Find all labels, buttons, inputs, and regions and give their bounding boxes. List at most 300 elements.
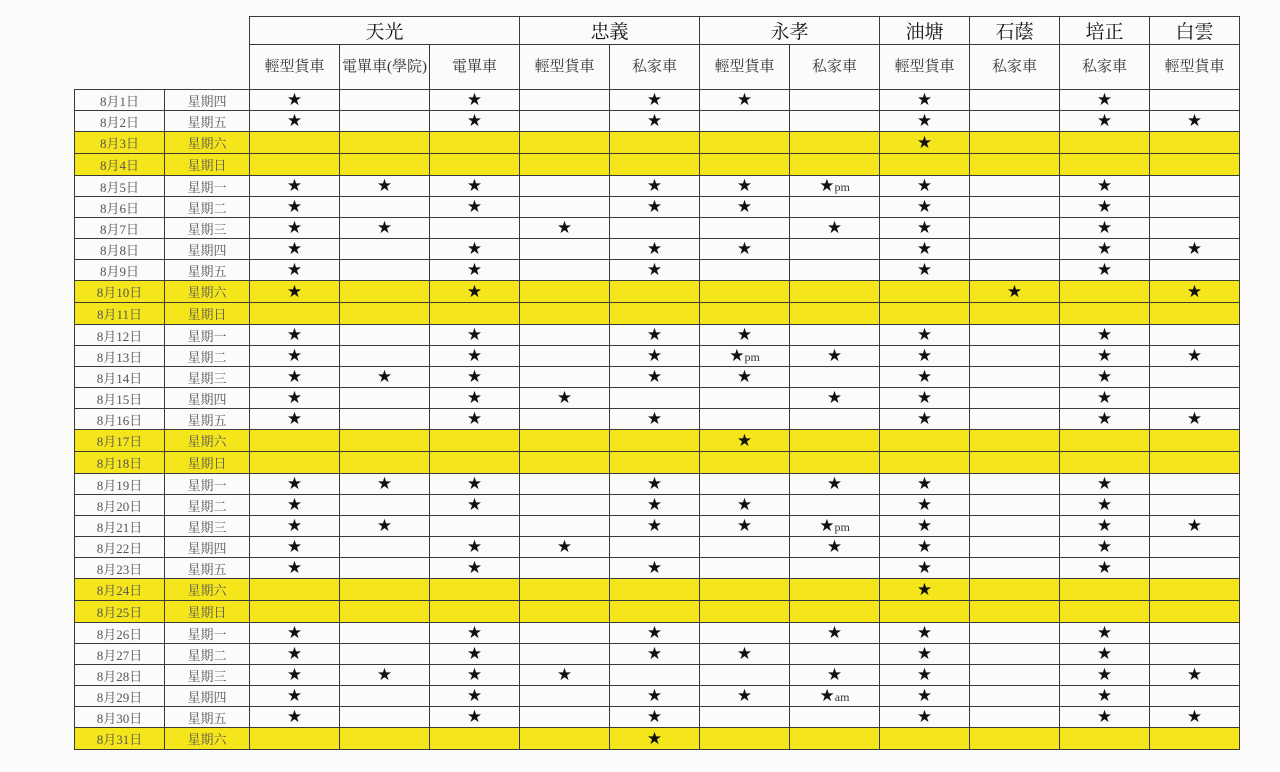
schedule-cell	[250, 601, 340, 623]
star-mark: ★	[729, 346, 745, 365]
schedule-cell	[700, 239, 790, 260]
star-mark: ★	[286, 197, 303, 216]
schedule-cell	[1150, 388, 1240, 409]
schedule-cell	[1150, 303, 1240, 325]
schedule-cell	[250, 686, 340, 707]
schedule-cell	[1150, 495, 1240, 516]
star-mark: ★	[646, 197, 663, 216]
schedule-cell	[880, 665, 970, 686]
weekday-cell: 星期日	[165, 452, 250, 474]
schedule-cell	[520, 346, 610, 367]
star-mark: ★	[286, 90, 303, 109]
schedule-cell	[970, 452, 1060, 474]
schedule-cell	[610, 367, 700, 388]
schedule-cell	[880, 111, 970, 132]
schedule-cell	[1060, 728, 1150, 750]
schedule-cell	[970, 260, 1060, 281]
schedule-cell	[700, 558, 790, 579]
schedule-body	[75, 90, 1240, 750]
schedule-cell	[790, 281, 880, 303]
star-mark: ★	[1096, 558, 1113, 577]
star-mark: ★	[466, 558, 483, 577]
schedule-cell	[520, 197, 610, 218]
star-mark: ★	[1186, 111, 1203, 130]
schedule-cell	[610, 260, 700, 281]
star-mark: ★	[916, 197, 933, 216]
schedule-cell	[250, 558, 340, 579]
star-mark: ★	[916, 537, 933, 556]
schedule-cell	[1060, 90, 1150, 111]
schedule-cell	[430, 707, 520, 728]
schedule-cell	[880, 728, 970, 750]
star-mark: ★	[916, 665, 933, 684]
schedule-cell	[1060, 623, 1150, 644]
schedule-cell	[790, 111, 880, 132]
star-mark: ★	[466, 388, 483, 407]
schedule-cell	[340, 558, 430, 579]
schedule-cell	[430, 601, 520, 623]
table-row	[75, 303, 1240, 325]
date-cell: 8月26日	[75, 623, 165, 644]
column-header: 輕型貨車	[700, 45, 790, 90]
schedule-cell	[250, 452, 340, 474]
schedule-cell	[520, 452, 610, 474]
schedule-cell	[430, 644, 520, 665]
schedule-cell	[880, 516, 970, 537]
date-cell: 8月16日	[75, 409, 165, 430]
star-mark: ★	[646, 686, 663, 705]
schedule-cell	[700, 346, 790, 367]
table-row	[75, 176, 1240, 197]
weekday-cell: 星期四	[165, 90, 250, 111]
star-mark: ★	[916, 516, 933, 535]
schedule-cell	[970, 303, 1060, 325]
schedule-cell	[1150, 197, 1240, 218]
schedule-cell	[430, 111, 520, 132]
schedule-cell	[430, 197, 520, 218]
schedule-cell	[520, 601, 610, 623]
schedule-cell	[700, 452, 790, 474]
star-mark: ★	[376, 367, 393, 386]
schedule-cell	[1150, 686, 1240, 707]
schedule-cell	[250, 495, 340, 516]
schedule-cell	[880, 218, 970, 239]
schedule-cell	[790, 409, 880, 430]
schedule-cell	[610, 686, 700, 707]
schedule-cell	[790, 665, 880, 686]
schedule-cell	[610, 707, 700, 728]
schedule-cell	[1150, 430, 1240, 452]
star-mark: ★	[1096, 686, 1113, 705]
star-mark: ★	[736, 197, 753, 216]
schedule-cell	[1060, 474, 1150, 495]
schedule-cell	[970, 686, 1060, 707]
schedule-cell	[610, 728, 700, 750]
schedule-cell	[430, 452, 520, 474]
schedule-cell	[250, 367, 340, 388]
time-note: pm	[834, 520, 850, 534]
schedule-cell	[430, 579, 520, 601]
schedule-cell	[790, 218, 880, 239]
weekday-cell: 星期六	[165, 728, 250, 750]
schedule-cell	[430, 154, 520, 176]
star-mark: ★	[1096, 516, 1113, 535]
schedule-cell	[340, 579, 430, 601]
schedule-cell	[1150, 218, 1240, 239]
star-mark: ★	[286, 218, 303, 237]
schedule-cell	[520, 388, 610, 409]
schedule-cell	[340, 601, 430, 623]
star-mark: ★	[736, 90, 753, 109]
schedule-cell	[1150, 579, 1240, 601]
star-mark: ★	[286, 537, 303, 556]
schedule-cell	[340, 686, 430, 707]
schedule-cell	[250, 579, 340, 601]
column-header: 電單車	[430, 45, 520, 90]
table-row	[75, 644, 1240, 665]
schedule-cell	[520, 579, 610, 601]
schedule-cell	[250, 218, 340, 239]
table-row	[75, 601, 1240, 623]
column-header: 私家車	[610, 45, 700, 90]
schedule-cell	[520, 516, 610, 537]
star-mark: ★	[1096, 537, 1113, 556]
schedule-cell	[430, 728, 520, 750]
date-cell: 8月11日	[75, 303, 165, 325]
group-header-puiching: 培正	[1060, 17, 1150, 45]
schedule-cell	[610, 644, 700, 665]
vehicle-header-row	[75, 45, 1240, 90]
schedule-cell	[340, 132, 430, 154]
star-mark: ★	[376, 474, 393, 493]
date-cell: 8月15日	[75, 388, 165, 409]
table-row	[75, 495, 1240, 516]
schedule-cell	[970, 728, 1060, 750]
schedule-cell	[1150, 409, 1240, 430]
schedule-cell	[700, 579, 790, 601]
star-mark: ★	[376, 665, 393, 684]
schedule-cell	[610, 90, 700, 111]
schedule-cell	[250, 430, 340, 452]
schedule-cell	[1060, 111, 1150, 132]
star-mark: ★	[736, 495, 753, 514]
schedule-cell	[520, 623, 610, 644]
group-header-yautong: 油塘	[880, 17, 970, 45]
star-mark: ★	[466, 707, 483, 726]
star-mark: ★	[646, 111, 663, 130]
header-blank	[75, 17, 250, 45]
schedule-cell	[610, 474, 700, 495]
weekday-cell: 星期六	[165, 430, 250, 452]
schedule-cell	[970, 367, 1060, 388]
schedule-cell	[610, 239, 700, 260]
schedule-cell	[610, 303, 700, 325]
date-cell: 8月4日	[75, 154, 165, 176]
schedule-cell	[340, 707, 430, 728]
column-header: 輕型貨車	[880, 45, 970, 90]
schedule-cell	[880, 558, 970, 579]
weekday-cell: 星期五	[165, 558, 250, 579]
star-mark: ★	[826, 665, 843, 684]
star-mark: ★	[916, 474, 933, 493]
schedule-cell	[520, 154, 610, 176]
schedule-cell	[1060, 665, 1150, 686]
schedule-cell	[970, 132, 1060, 154]
schedule-cell	[340, 474, 430, 495]
schedule-cell	[430, 367, 520, 388]
star-mark: ★	[1186, 346, 1203, 365]
schedule-cell	[970, 325, 1060, 346]
schedule-cell	[520, 367, 610, 388]
schedule-cell	[790, 239, 880, 260]
star-mark: ★	[736, 239, 753, 258]
schedule-cell	[1060, 516, 1150, 537]
schedule-cell	[610, 218, 700, 239]
schedule-cell	[790, 495, 880, 516]
schedule-cell	[340, 111, 430, 132]
table-row	[75, 686, 1240, 707]
schedule-cell	[880, 430, 970, 452]
star-mark: ★	[466, 260, 483, 279]
schedule-cell	[880, 303, 970, 325]
star-mark: ★	[466, 346, 483, 365]
schedule-cell	[880, 260, 970, 281]
star-mark: ★	[286, 281, 303, 301]
schedule-cell	[340, 430, 430, 452]
schedule-cell	[250, 728, 340, 750]
schedule-cell	[340, 90, 430, 111]
star-mark: ★	[646, 260, 663, 279]
star-mark: ★	[376, 516, 393, 535]
star-mark: ★	[1096, 409, 1113, 428]
star-mark: ★	[826, 218, 843, 237]
schedule-cell	[970, 707, 1060, 728]
schedule-cell	[430, 325, 520, 346]
date-cell: 8月17日	[75, 430, 165, 452]
schedule-cell	[790, 474, 880, 495]
schedule-cell	[430, 537, 520, 558]
star-mark: ★	[916, 218, 933, 237]
schedule-cell	[1150, 728, 1240, 750]
schedule-cell	[520, 495, 610, 516]
star-mark: ★	[646, 346, 663, 365]
star-mark: ★	[556, 537, 573, 556]
schedule-cell	[610, 197, 700, 218]
star-mark: ★	[916, 579, 933, 599]
schedule-cell	[250, 707, 340, 728]
schedule-cell	[430, 388, 520, 409]
star-mark: ★	[1096, 260, 1113, 279]
schedule-cell	[1060, 176, 1150, 197]
schedule-cell	[880, 239, 970, 260]
schedule-cell	[430, 409, 520, 430]
date-cell: 8月20日	[75, 495, 165, 516]
table-row	[75, 516, 1240, 537]
table-row	[75, 558, 1240, 579]
date-cell: 8月7日	[75, 218, 165, 239]
schedule-cell	[1150, 132, 1240, 154]
schedule-cell	[970, 579, 1060, 601]
schedule-cell	[880, 707, 970, 728]
star-mark: ★	[826, 346, 843, 365]
weekday-cell: 星期四	[165, 686, 250, 707]
star-mark: ★	[646, 558, 663, 577]
star-mark: ★	[916, 239, 933, 258]
star-mark: ★	[916, 686, 933, 705]
weekday-cell: 星期一	[165, 325, 250, 346]
star-mark: ★	[916, 388, 933, 407]
schedule-cell	[430, 303, 520, 325]
star-mark: ★	[1096, 90, 1113, 109]
star-mark: ★	[1096, 239, 1113, 258]
schedule-cell	[520, 537, 610, 558]
table-row	[75, 218, 1240, 239]
schedule-cell	[1060, 281, 1150, 303]
schedule-cell	[1060, 260, 1150, 281]
schedule-cell	[1150, 452, 1240, 474]
schedule-cell	[1060, 325, 1150, 346]
schedule-cell	[250, 346, 340, 367]
star-mark: ★	[916, 367, 933, 386]
star-mark: ★	[646, 495, 663, 514]
schedule-cell	[430, 665, 520, 686]
schedule-cell	[520, 218, 610, 239]
star-mark: ★	[1186, 707, 1203, 726]
schedule-cell	[970, 388, 1060, 409]
star-mark: ★	[1186, 281, 1203, 301]
column-header: 私家車	[790, 45, 880, 90]
schedule-cell	[520, 325, 610, 346]
schedule-cell	[610, 176, 700, 197]
time-note: pm	[744, 350, 760, 364]
star-mark: ★	[826, 537, 843, 556]
schedule-cell	[340, 303, 430, 325]
schedule-cell	[1060, 707, 1150, 728]
weekday-cell: 星期四	[165, 239, 250, 260]
schedule-cell	[610, 558, 700, 579]
star-mark: ★	[466, 239, 483, 258]
schedule-cell	[340, 537, 430, 558]
star-mark: ★	[916, 707, 933, 726]
schedule-cell	[1150, 474, 1240, 495]
date-cell: 8月27日	[75, 644, 165, 665]
star-mark: ★	[736, 176, 753, 195]
schedule-cell	[250, 111, 340, 132]
schedule-cell	[610, 452, 700, 474]
schedule-cell	[790, 325, 880, 346]
schedule-cell	[790, 579, 880, 601]
weekday-cell: 星期三	[165, 367, 250, 388]
table-header	[75, 17, 1240, 90]
date-cell: 8月24日	[75, 579, 165, 601]
star-mark: ★	[646, 728, 663, 748]
schedule-cell	[250, 132, 340, 154]
star-mark: ★	[286, 495, 303, 514]
table-row	[75, 239, 1240, 260]
group-header-chungyi: 忠義	[520, 17, 700, 45]
schedule-cell	[970, 474, 1060, 495]
star-mark: ★	[916, 623, 933, 642]
star-mark: ★	[646, 707, 663, 726]
star-mark: ★	[1006, 281, 1023, 301]
schedule-cell	[700, 303, 790, 325]
schedule-cell	[880, 367, 970, 388]
schedule-cell	[790, 516, 880, 537]
schedule-cell	[430, 239, 520, 260]
date-cell: 8月3日	[75, 132, 165, 154]
schedule-cell	[970, 218, 1060, 239]
star-mark: ★	[286, 623, 303, 642]
schedule-cell	[1060, 367, 1150, 388]
schedule-cell	[340, 281, 430, 303]
schedule-cell	[1060, 218, 1150, 239]
schedule-cell	[340, 260, 430, 281]
schedule-cell	[700, 111, 790, 132]
schedule-cell	[610, 388, 700, 409]
schedule-cell	[970, 90, 1060, 111]
schedule-cell	[700, 218, 790, 239]
star-mark: ★	[736, 644, 753, 663]
schedule-cell	[880, 132, 970, 154]
schedule-cell	[430, 474, 520, 495]
schedule-cell	[700, 430, 790, 452]
schedule-cell	[700, 495, 790, 516]
schedule-cell	[700, 537, 790, 558]
schedule-cell	[700, 474, 790, 495]
schedule-cell	[610, 409, 700, 430]
schedule-cell	[610, 325, 700, 346]
schedule-cell	[520, 239, 610, 260]
star-mark: ★	[736, 686, 753, 705]
weekday-cell: 星期五	[165, 111, 250, 132]
star-mark: ★	[1186, 239, 1203, 258]
table-row	[75, 325, 1240, 346]
schedule-cell	[700, 325, 790, 346]
star-mark: ★	[286, 644, 303, 663]
star-mark: ★	[826, 623, 843, 642]
star-mark: ★	[466, 111, 483, 130]
schedule-cell	[880, 579, 970, 601]
schedule-cell	[610, 132, 700, 154]
schedule-cell	[520, 303, 610, 325]
date-cell: 8月21日	[75, 516, 165, 537]
date-cell: 8月1日	[75, 90, 165, 111]
star-mark: ★	[286, 665, 303, 684]
schedule-cell	[970, 430, 1060, 452]
star-mark: ★	[819, 176, 835, 195]
schedule-cell	[1150, 644, 1240, 665]
schedule-cell	[610, 495, 700, 516]
star-mark: ★	[286, 325, 303, 344]
schedule-cell	[430, 495, 520, 516]
schedule-cell	[520, 430, 610, 452]
date-cell: 8月14日	[75, 367, 165, 388]
date-cell: 8月9日	[75, 260, 165, 281]
schedule-cell	[430, 623, 520, 644]
star-mark: ★	[1096, 388, 1113, 407]
star-mark: ★	[826, 474, 843, 493]
schedule-cell	[340, 197, 430, 218]
schedule-cell	[430, 176, 520, 197]
schedule-cell	[520, 281, 610, 303]
schedule-cell	[520, 90, 610, 111]
schedule-cell	[700, 516, 790, 537]
schedule-cell	[700, 623, 790, 644]
schedule-cell	[970, 154, 1060, 176]
star-mark: ★	[819, 516, 835, 535]
star-mark: ★	[286, 239, 303, 258]
schedule-cell	[250, 665, 340, 686]
